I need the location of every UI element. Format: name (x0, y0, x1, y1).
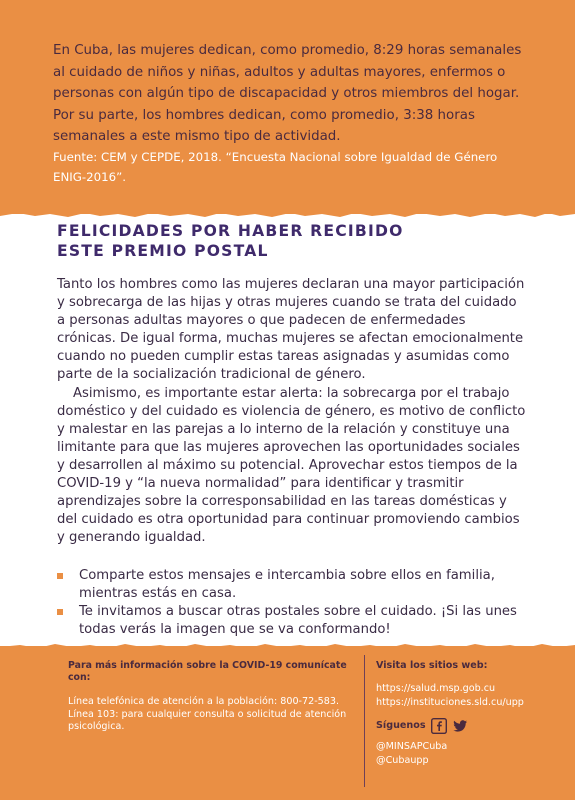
social-handles (376, 740, 566, 768)
website-link-salud[interactable]: https://salud.msp.gob.cu (376, 683, 496, 694)
top-info-text (53, 40, 533, 187)
torn-edge-top (0, 204, 575, 222)
line-103: Línea 103: para cualquier consulta o solicitud de atención psicológica. (68, 708, 347, 732)
list-item (57, 603, 537, 639)
contact-details (68, 696, 358, 734)
title-line-1: FELICIDADES POR HABER RECIBIDO (57, 222, 404, 240)
footer-divider (364, 655, 365, 787)
follow-label: Síguenos (376, 720, 426, 732)
handle-minsap[interactable]: @MINSAPCuba (376, 740, 448, 752)
title-line-2: ESTE PREMIO POSTAL (57, 242, 269, 260)
body-text (57, 276, 527, 547)
statistic-paragraph: En Cuba, las mujeres dedican, como promedio, 8:29 horas semanales al cuidado de niños y niñas, adultos y adultas mayores, enfermos o personas con algún tipo de discapacidad y otros miembros del hogar. Por su parte, los hombres dedican, como promedio, 3:38 horas semanales a este mismo tipo de actividad. (53, 43, 522, 144)
bullet-text-1: Comparte estos mensajes e intercambia sobre ellos en familia, mientras estás en casa. (79, 568, 495, 602)
footer-links (376, 660, 566, 768)
twitter-icon[interactable] (452, 718, 468, 734)
bullet-list (57, 567, 537, 639)
footer-contact (68, 660, 358, 734)
bullet-square-icon (57, 609, 63, 615)
handle-upp[interactable]: @Cubaupp (376, 754, 429, 766)
websites-heading: Visita los sitios web: (376, 660, 488, 671)
torn-edge-bottom (0, 638, 575, 654)
body-paragraph-1: Tanto los hombres como las mujeres declaran una mayor participación y sobrecarga de las hijas y otras mujeres cuando se trata del cuidado a personas adultas mayores o que padecen de enfermedades crónicas. De igual forma, muchas mujeres se afectan emocionalmente cuando no pueden cumplir estas tareas asignadas y asumidas como parte de la socialización tradicional de género. (57, 277, 525, 383)
page-title (57, 221, 404, 261)
phone-line: Línea telefónica de atención a la población: 800-72-583. (68, 696, 340, 707)
contact-heading: Para más información sobre la COVID-19 comunícate con: (68, 660, 347, 683)
website-list (376, 682, 566, 711)
website-link-upp[interactable]: https://instituciones.sld.cu/upp (376, 697, 524, 709)
body-paragraph-2: Asimismo, es importante estar alerta: la sobrecarga por el trabajo doméstico y del cuidado es violencia de género, es motivo de conflicto y malestar en las parejas a lo interno de la relación y constituye una limitante para que las mujeres aprovechen las oportunidades sociales y desarrollen al máximo su potencial. Aprovechar estos tiempos de la COVID-19 y “la nueva normalidad” para identificar y trasmitir aprendizajes sobre la corresponsabilidad en las tareas domésticas y del cuidado es otra oportunidad para continuar promoviendo cambios y generando igualdad. (57, 385, 526, 546)
list-item (57, 567, 537, 603)
facebook-icon[interactable] (431, 718, 447, 734)
bullet-square-icon (57, 573, 63, 579)
social-row (376, 718, 566, 734)
bullet-text-2: Te invitamos a buscar otras postales sobre el cuidado. ¡Si las unes todas verás la imagen que se va conformando! (79, 604, 517, 638)
source-citation: Fuente: CEM y CEPDE, 2018. “Encuesta Nacional sobre Igualdad de Género ENIG-2016”. (53, 149, 498, 184)
